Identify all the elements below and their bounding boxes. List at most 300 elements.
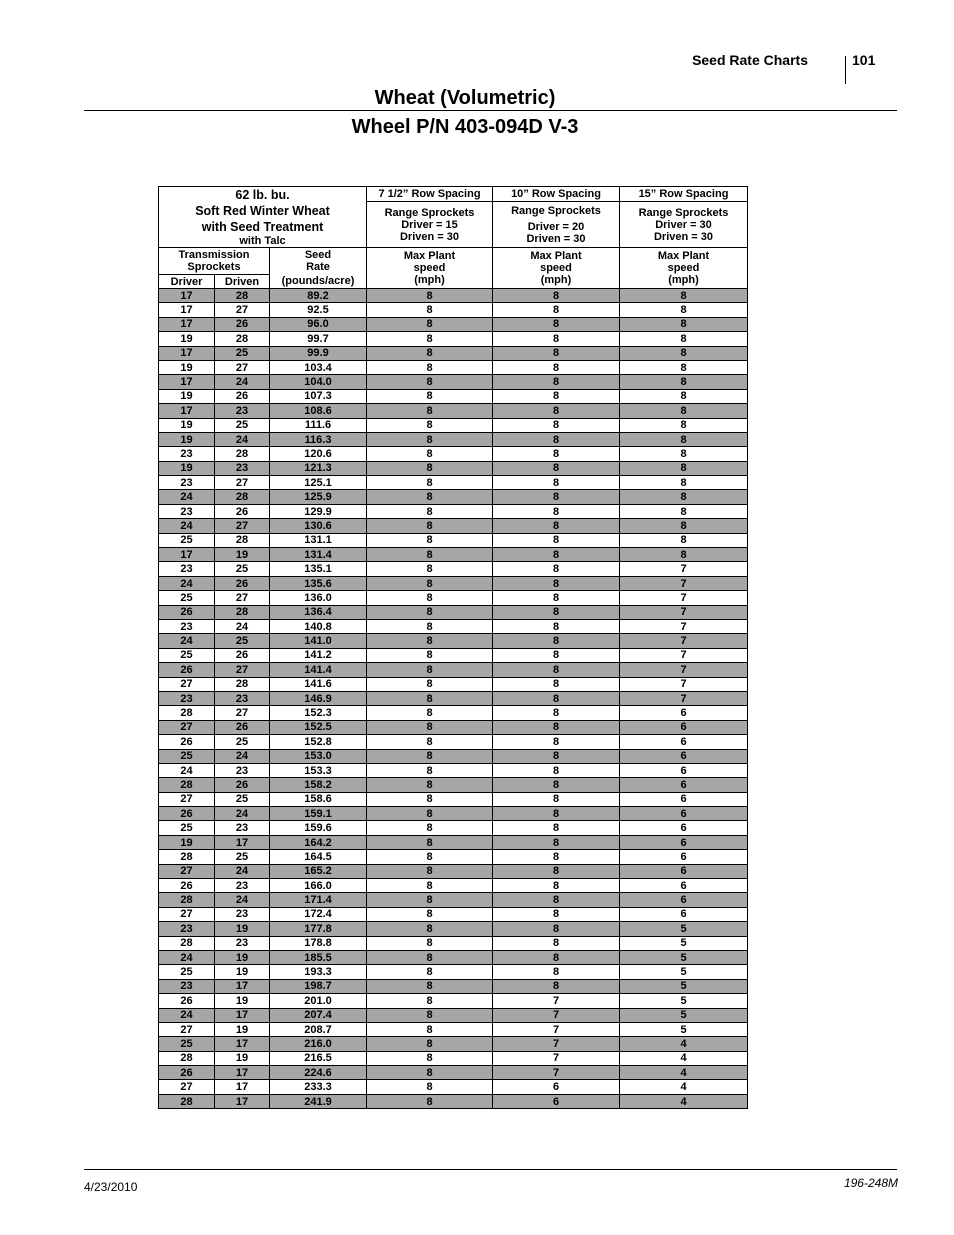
driven-cell: 25 bbox=[215, 735, 270, 749]
speed-15-cell: 6 bbox=[620, 792, 748, 806]
table-row bbox=[159, 360, 748, 374]
table-row bbox=[159, 648, 748, 662]
speed-15-cell: 5 bbox=[620, 936, 748, 950]
driven-cell: 17 bbox=[215, 979, 270, 993]
transmission-line2: Sprockets bbox=[187, 261, 241, 273]
speed-10-cell: 8 bbox=[493, 432, 620, 446]
driver-cell: 26 bbox=[159, 1066, 215, 1080]
table-row bbox=[159, 778, 748, 792]
speed-15-cell: 8 bbox=[620, 504, 748, 518]
speed-15-cell: 8 bbox=[620, 346, 748, 360]
driven-cell: 24 bbox=[215, 619, 270, 633]
driven-cell: 25 bbox=[215, 634, 270, 648]
speed-10-cell: 7 bbox=[493, 1066, 620, 1080]
speed-10-cell: 8 bbox=[493, 807, 620, 821]
speed-7-5-cell: 8 bbox=[367, 360, 493, 374]
max-speed-header-15 bbox=[620, 248, 748, 289]
seed-rate-cell: 136.4 bbox=[270, 605, 367, 619]
table-row bbox=[159, 936, 748, 950]
driven-cell: 17 bbox=[215, 835, 270, 849]
speed-7-5-cell: 8 bbox=[367, 735, 493, 749]
speed-7-5-cell: 8 bbox=[367, 447, 493, 461]
speed-7-5-cell: 8 bbox=[367, 375, 493, 389]
range-driver: Driver = 20 bbox=[527, 220, 585, 233]
table-row bbox=[159, 706, 748, 720]
driven-cell: 27 bbox=[215, 663, 270, 677]
table-row bbox=[159, 965, 748, 979]
speed-15-cell: 7 bbox=[620, 576, 748, 590]
driven-cell: 26 bbox=[215, 317, 270, 331]
speed-10-cell: 8 bbox=[493, 447, 620, 461]
speed-10-cell: 8 bbox=[493, 360, 620, 374]
speed-7-5-cell: 8 bbox=[367, 979, 493, 993]
driver-cell: 28 bbox=[159, 936, 215, 950]
driver-cell: 19 bbox=[159, 432, 215, 446]
seed-rate-cell: 152.3 bbox=[270, 706, 367, 720]
speed-10-cell: 8 bbox=[493, 706, 620, 720]
speed-10-cell: 8 bbox=[493, 677, 620, 691]
table-row bbox=[159, 461, 748, 475]
table-row bbox=[159, 346, 748, 360]
driven-cell: 23 bbox=[215, 404, 270, 418]
driver-cell: 28 bbox=[159, 1094, 215, 1108]
speed-7-5-cell: 8 bbox=[367, 533, 493, 547]
seed-rate-cell: 129.9 bbox=[270, 504, 367, 518]
driven-cell: 28 bbox=[215, 677, 270, 691]
driver-cell: 25 bbox=[159, 648, 215, 662]
driven-cell: 27 bbox=[215, 303, 270, 317]
speed-7-5-cell: 8 bbox=[367, 706, 493, 720]
speed-7-5-cell: 8 bbox=[367, 591, 493, 605]
speed-10-cell: 8 bbox=[493, 663, 620, 677]
speed-15-cell: 8 bbox=[620, 519, 748, 533]
header-divider bbox=[845, 56, 846, 84]
speed-15-cell: 8 bbox=[620, 461, 748, 475]
speed-10-cell: 8 bbox=[493, 533, 620, 547]
speed-10-cell: 8 bbox=[493, 850, 620, 864]
speed-15-cell: 4 bbox=[620, 1066, 748, 1080]
speed-10-cell: 7 bbox=[493, 994, 620, 1008]
driver-cell: 24 bbox=[159, 1008, 215, 1022]
seed-rate-cell: 159.6 bbox=[270, 821, 367, 835]
driver-cell: 25 bbox=[159, 821, 215, 835]
seed-rate-cell: 159.1 bbox=[270, 807, 367, 821]
driven-cell: 24 bbox=[215, 893, 270, 907]
table-row bbox=[159, 447, 748, 461]
seed-rate-cell: 141.0 bbox=[270, 634, 367, 648]
driven-cell: 28 bbox=[215, 332, 270, 346]
speed-7-5-cell: 8 bbox=[367, 850, 493, 864]
speed-7-5-cell: 8 bbox=[367, 1051, 493, 1065]
driven-cell: 17 bbox=[215, 1080, 270, 1094]
speed-10-cell: 8 bbox=[493, 864, 620, 878]
table-row bbox=[159, 807, 748, 821]
seed-rate-cell: 216.0 bbox=[270, 1037, 367, 1051]
transmission-line1: Transmission bbox=[178, 249, 250, 261]
driver-cell: 27 bbox=[159, 864, 215, 878]
driven-cell: 23 bbox=[215, 879, 270, 893]
seed-rate-cell: 208.7 bbox=[270, 1022, 367, 1036]
speed-7-5-cell: 8 bbox=[367, 634, 493, 648]
speed-15-cell: 6 bbox=[620, 850, 748, 864]
table-row bbox=[159, 619, 748, 633]
seed-rate-line1: Seed bbox=[304, 249, 332, 261]
driver-cell: 17 bbox=[159, 375, 215, 389]
speed-15-cell: 6 bbox=[620, 864, 748, 878]
speed-7-5-cell: 8 bbox=[367, 749, 493, 763]
transmission-header bbox=[159, 248, 270, 275]
speed-7-5-cell: 8 bbox=[367, 1066, 493, 1080]
speed-15-cell: 8 bbox=[620, 360, 748, 374]
speed-7-5-cell: 8 bbox=[367, 1022, 493, 1036]
max-plant-line2: speed bbox=[540, 262, 572, 274]
table-row bbox=[159, 476, 748, 490]
driven-cell: 26 bbox=[215, 576, 270, 590]
seed-rate-cell: 166.0 bbox=[270, 879, 367, 893]
table-row bbox=[159, 835, 748, 849]
driver-cell: 24 bbox=[159, 576, 215, 590]
speed-10-cell: 8 bbox=[493, 346, 620, 360]
driven-cell: 26 bbox=[215, 778, 270, 792]
seed-rate-cell: 125.9 bbox=[270, 490, 367, 504]
seed-rate-cell: 178.8 bbox=[270, 936, 367, 950]
speed-15-cell: 6 bbox=[620, 735, 748, 749]
driven-cell: 23 bbox=[215, 821, 270, 835]
speed-7-5-cell: 8 bbox=[367, 548, 493, 562]
speed-7-5-cell: 8 bbox=[367, 404, 493, 418]
speed-7-5-cell: 8 bbox=[367, 720, 493, 734]
table-row bbox=[159, 404, 748, 418]
speed-15-cell: 6 bbox=[620, 706, 748, 720]
speed-7-5-cell: 8 bbox=[367, 864, 493, 878]
table-row bbox=[159, 1008, 748, 1022]
range-sprockets-7-5 bbox=[367, 202, 493, 248]
speed-7-5-cell: 8 bbox=[367, 1094, 493, 1108]
seed-rate-cell: 158.2 bbox=[270, 778, 367, 792]
speed-10-cell: 8 bbox=[493, 576, 620, 590]
speed-10-cell: 8 bbox=[493, 735, 620, 749]
table-row bbox=[159, 1080, 748, 1094]
crop-name: Soft Red Winter Wheat bbox=[195, 204, 330, 218]
driven-cell: 27 bbox=[215, 519, 270, 533]
driven-cell: 28 bbox=[215, 289, 270, 303]
speed-7-5-cell: 8 bbox=[367, 792, 493, 806]
speed-15-cell: 7 bbox=[620, 591, 748, 605]
driver-cell: 23 bbox=[159, 447, 215, 461]
speed-10-cell: 8 bbox=[493, 375, 620, 389]
speed-10-cell: 8 bbox=[493, 749, 620, 763]
driven-cell: 23 bbox=[215, 691, 270, 705]
seed-rate-cell: 198.7 bbox=[270, 979, 367, 993]
driven-cell: 25 bbox=[215, 792, 270, 806]
speed-15-cell: 8 bbox=[620, 490, 748, 504]
driver-cell: 23 bbox=[159, 476, 215, 490]
speed-10-cell: 7 bbox=[493, 1037, 620, 1051]
speed-15-cell: 8 bbox=[620, 303, 748, 317]
driven-cell: 28 bbox=[215, 447, 270, 461]
driven-cell: 26 bbox=[215, 648, 270, 662]
table-row bbox=[159, 922, 748, 936]
seed-rate-cell: 193.3 bbox=[270, 965, 367, 979]
table-row bbox=[159, 850, 748, 864]
driven-cell: 17 bbox=[215, 1066, 270, 1080]
driver-cell: 27 bbox=[159, 720, 215, 734]
speed-10-cell: 8 bbox=[493, 317, 620, 331]
max-speed-header-10 bbox=[493, 248, 620, 289]
speed-15-cell: 7 bbox=[620, 634, 748, 648]
max-speed-header-7-5 bbox=[367, 248, 493, 289]
table-row bbox=[159, 303, 748, 317]
seed-rate-cell: 120.6 bbox=[270, 447, 367, 461]
range-label: Range Sprockets bbox=[511, 204, 601, 217]
spacing-header-15: 15” Row Spacing bbox=[620, 187, 748, 202]
seed-rate-cell: 233.3 bbox=[270, 1080, 367, 1094]
seed-rate-line2: Rate bbox=[306, 261, 330, 273]
spacing-header-10: 10” Row Spacing bbox=[493, 187, 620, 202]
driven-cell: 17 bbox=[215, 1037, 270, 1051]
table-row bbox=[159, 332, 748, 346]
seed-rate-cell: 158.6 bbox=[270, 792, 367, 806]
max-plant-units: (mph) bbox=[540, 274, 572, 286]
driven-cell: 27 bbox=[215, 706, 270, 720]
seed-rate-cell: 96.0 bbox=[270, 317, 367, 331]
driver-cell: 24 bbox=[159, 950, 215, 964]
driver-cell: 23 bbox=[159, 691, 215, 705]
speed-10-cell: 8 bbox=[493, 648, 620, 662]
table-row bbox=[159, 418, 748, 432]
seed-rate-cell: 131.1 bbox=[270, 533, 367, 547]
driver-cell: 25 bbox=[159, 1037, 215, 1051]
speed-10-cell: 8 bbox=[493, 289, 620, 303]
driver-cell: 28 bbox=[159, 850, 215, 864]
speed-15-cell: 5 bbox=[620, 1008, 748, 1022]
driver-cell: 23 bbox=[159, 504, 215, 518]
driver-cell: 19 bbox=[159, 461, 215, 475]
speed-7-5-cell: 8 bbox=[367, 807, 493, 821]
speed-7-5-cell: 8 bbox=[367, 1080, 493, 1094]
seed-rate-cell: 130.6 bbox=[270, 519, 367, 533]
speed-15-cell: 6 bbox=[620, 835, 748, 849]
speed-7-5-cell: 8 bbox=[367, 835, 493, 849]
speed-10-cell: 8 bbox=[493, 879, 620, 893]
seed-rate-cell: 241.9 bbox=[270, 1094, 367, 1108]
table-row bbox=[159, 994, 748, 1008]
seed-rate-cell: 99.7 bbox=[270, 332, 367, 346]
seed-rate-cell: 108.6 bbox=[270, 404, 367, 418]
seed-rate-cell: 135.1 bbox=[270, 562, 367, 576]
speed-10-cell: 8 bbox=[493, 907, 620, 921]
speed-15-cell: 8 bbox=[620, 375, 748, 389]
speed-10-cell: 8 bbox=[493, 936, 620, 950]
max-plant-line2: speed bbox=[667, 262, 700, 274]
table-row bbox=[159, 663, 748, 677]
speed-7-5-cell: 8 bbox=[367, 907, 493, 921]
speed-10-cell: 8 bbox=[493, 619, 620, 633]
speed-15-cell: 7 bbox=[620, 605, 748, 619]
speed-7-5-cell: 8 bbox=[367, 778, 493, 792]
driver-cell: 28 bbox=[159, 778, 215, 792]
driven-cell: 25 bbox=[215, 418, 270, 432]
speed-15-cell: 6 bbox=[620, 879, 748, 893]
speed-15-cell: 8 bbox=[620, 533, 748, 547]
speed-15-cell: 7 bbox=[620, 648, 748, 662]
driver-cell: 19 bbox=[159, 332, 215, 346]
speed-7-5-cell: 8 bbox=[367, 1037, 493, 1051]
speed-7-5-cell: 8 bbox=[367, 289, 493, 303]
speed-15-cell: 8 bbox=[620, 404, 748, 418]
speed-10-cell: 8 bbox=[493, 548, 620, 562]
max-plant-line1: Max Plant bbox=[657, 250, 710, 262]
driver-cell: 25 bbox=[159, 749, 215, 763]
seed-rate-cell: 104.0 bbox=[270, 375, 367, 389]
speed-15-cell: 7 bbox=[620, 619, 748, 633]
seed-rate-header bbox=[270, 248, 367, 289]
table-row bbox=[159, 864, 748, 878]
driver-cell: 19 bbox=[159, 418, 215, 432]
seed-rate-table bbox=[158, 186, 748, 1109]
driven-cell: 25 bbox=[215, 850, 270, 864]
speed-15-cell: 8 bbox=[620, 317, 748, 331]
table-row bbox=[159, 792, 748, 806]
speed-7-5-cell: 8 bbox=[367, 389, 493, 403]
speed-7-5-cell: 8 bbox=[367, 893, 493, 907]
table-row bbox=[159, 576, 748, 590]
speed-15-cell: 8 bbox=[620, 389, 748, 403]
driven-cell: 27 bbox=[215, 360, 270, 374]
seed-rate-cell: 165.2 bbox=[270, 864, 367, 878]
table-row bbox=[159, 1022, 748, 1036]
speed-10-cell: 8 bbox=[493, 922, 620, 936]
seed-rate-cell: 140.8 bbox=[270, 619, 367, 633]
speed-15-cell: 5 bbox=[620, 950, 748, 964]
range-driven: Driven = 30 bbox=[526, 232, 586, 245]
driven-cell: 19 bbox=[215, 548, 270, 562]
speed-10-cell: 8 bbox=[493, 778, 620, 792]
crop-treatment: with Seed Treatment bbox=[201, 220, 324, 234]
speed-10-cell: 8 bbox=[493, 389, 620, 403]
speed-15-cell: 6 bbox=[620, 807, 748, 821]
seed-rate-cell: 121.3 bbox=[270, 461, 367, 475]
speed-10-cell: 8 bbox=[493, 418, 620, 432]
speed-7-5-cell: 8 bbox=[367, 677, 493, 691]
seed-rate-cell: 201.0 bbox=[270, 994, 367, 1008]
driver-cell: 17 bbox=[159, 289, 215, 303]
seed-rate-cell: 92.5 bbox=[270, 303, 367, 317]
speed-7-5-cell: 8 bbox=[367, 418, 493, 432]
speed-10-cell: 8 bbox=[493, 562, 620, 576]
table-row bbox=[159, 562, 748, 576]
table-row bbox=[159, 548, 748, 562]
table-row bbox=[159, 879, 748, 893]
speed-7-5-cell: 8 bbox=[367, 346, 493, 360]
table-row bbox=[159, 821, 748, 835]
driver-cell: 26 bbox=[159, 605, 215, 619]
speed-15-cell: 7 bbox=[620, 663, 748, 677]
driver-cell: 17 bbox=[159, 404, 215, 418]
driven-cell: 19 bbox=[215, 950, 270, 964]
max-plant-line1: Max Plant bbox=[403, 250, 456, 262]
range-driver: Driver = 30 bbox=[655, 218, 712, 231]
seed-rate-cell: 224.6 bbox=[270, 1066, 367, 1080]
range-driven: Driven = 30 bbox=[399, 230, 459, 243]
driver-cell: 25 bbox=[159, 591, 215, 605]
speed-15-cell: 8 bbox=[620, 548, 748, 562]
driven-cell: 28 bbox=[215, 533, 270, 547]
driven-cell: 27 bbox=[215, 591, 270, 605]
speed-10-cell: 8 bbox=[493, 605, 620, 619]
driven-cell: 23 bbox=[215, 461, 270, 475]
seed-rate-cell: 164.5 bbox=[270, 850, 367, 864]
speed-15-cell: 6 bbox=[620, 778, 748, 792]
driver-cell: 17 bbox=[159, 303, 215, 317]
seed-rate-cell: 185.5 bbox=[270, 950, 367, 964]
driver-cell: 23 bbox=[159, 562, 215, 576]
speed-15-cell: 7 bbox=[620, 691, 748, 705]
speed-15-cell: 7 bbox=[620, 562, 748, 576]
speed-10-cell: 8 bbox=[493, 404, 620, 418]
driven-cell: 19 bbox=[215, 994, 270, 1008]
speed-15-cell: 5 bbox=[620, 979, 748, 993]
spacing-header-7-5: 7 1/2” Row Spacing bbox=[367, 187, 493, 202]
driver-cell: 26 bbox=[159, 994, 215, 1008]
driver-cell: 24 bbox=[159, 490, 215, 504]
table-row bbox=[159, 317, 748, 331]
speed-15-cell: 8 bbox=[620, 418, 748, 432]
seed-rate-cell: 99.9 bbox=[270, 346, 367, 360]
speed-15-cell: 8 bbox=[620, 332, 748, 346]
speed-15-cell: 4 bbox=[620, 1094, 748, 1108]
driven-cell: 26 bbox=[215, 389, 270, 403]
speed-15-cell: 8 bbox=[620, 289, 748, 303]
driver-cell: 26 bbox=[159, 663, 215, 677]
driven-cell: 17 bbox=[215, 1094, 270, 1108]
speed-7-5-cell: 8 bbox=[367, 763, 493, 777]
seed-rate-cell: 107.3 bbox=[270, 389, 367, 403]
speed-7-5-cell: 8 bbox=[367, 691, 493, 705]
seed-rate-cell: 125.1 bbox=[270, 476, 367, 490]
table-row bbox=[159, 605, 748, 619]
speed-10-cell: 8 bbox=[493, 504, 620, 518]
driven-cell: 28 bbox=[215, 490, 270, 504]
driven-cell: 17 bbox=[215, 1008, 270, 1022]
footer-date: 4/23/2010 bbox=[84, 1180, 138, 1194]
speed-10-cell: 8 bbox=[493, 763, 620, 777]
seed-rate-cell: 111.6 bbox=[270, 418, 367, 432]
speed-10-cell: 8 bbox=[493, 591, 620, 605]
speed-7-5-cell: 8 bbox=[367, 317, 493, 331]
driver-cell: 23 bbox=[159, 619, 215, 633]
driven-cell: 24 bbox=[215, 432, 270, 446]
table-row bbox=[159, 1037, 748, 1051]
speed-10-cell: 8 bbox=[493, 476, 620, 490]
speed-10-cell: 8 bbox=[493, 720, 620, 734]
speed-15-cell: 6 bbox=[620, 749, 748, 763]
driver-cell: 25 bbox=[159, 533, 215, 547]
driver-cell: 17 bbox=[159, 317, 215, 331]
speed-15-cell: 5 bbox=[620, 922, 748, 936]
speed-7-5-cell: 8 bbox=[367, 922, 493, 936]
speed-7-5-cell: 8 bbox=[367, 619, 493, 633]
speed-7-5-cell: 8 bbox=[367, 476, 493, 490]
speed-15-cell: 4 bbox=[620, 1080, 748, 1094]
speed-15-cell: 6 bbox=[620, 907, 748, 921]
range-label: Range Sprockets bbox=[638, 206, 729, 219]
speed-7-5-cell: 8 bbox=[367, 950, 493, 964]
table-row bbox=[159, 591, 748, 605]
driver-cell: 23 bbox=[159, 922, 215, 936]
table-row bbox=[159, 950, 748, 964]
speed-10-cell: 8 bbox=[493, 950, 620, 964]
